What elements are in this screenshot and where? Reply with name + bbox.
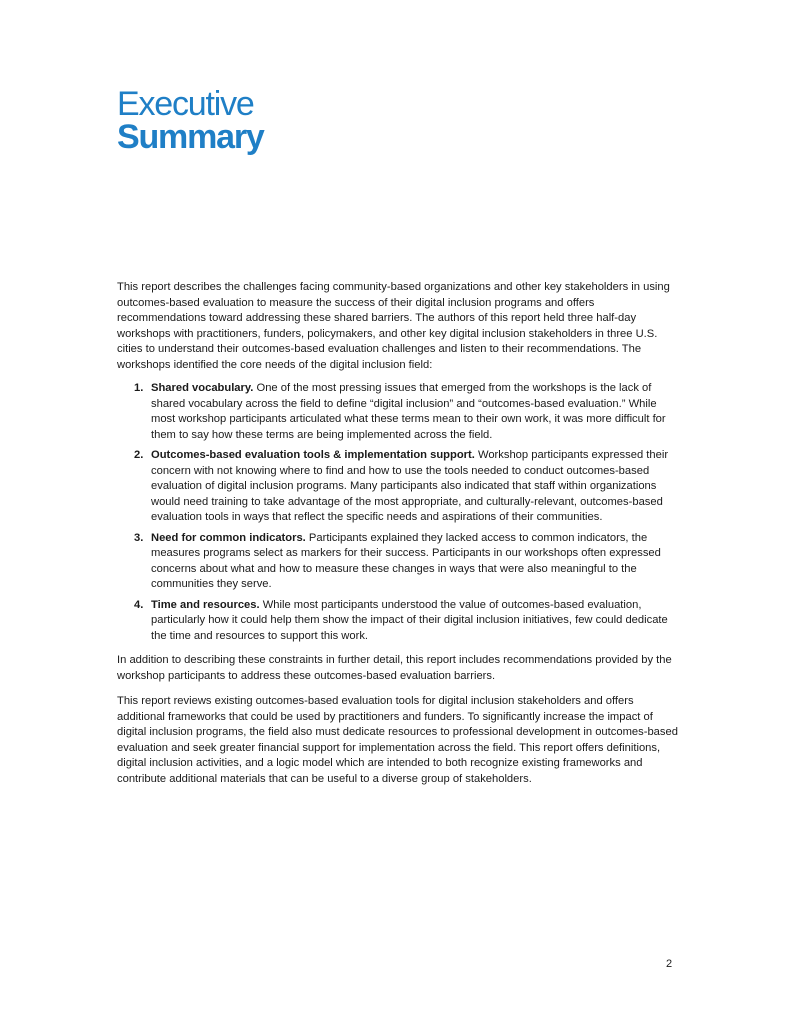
list-item-number: 2.: [134, 449, 144, 461]
list-item-text: One of the most pressing issues that emerged from the workshops is the lack of shared vocabulary across the field to define “digital inclusion” and “outcomes-based evaluation.” While most workshop participants articulated what these terms mean to their own work, it was more difficult for them to say how these terms are being implemented across the field.: [151, 382, 666, 441]
list-item-number: 1.: [134, 382, 144, 394]
list-item: [117, 598, 679, 645]
needs-list: [117, 381, 679, 644]
list-item: [117, 531, 679, 593]
list-item-text: While most participants understood the value of outcomes-based evaluation, particularly how it could help them show the impact of their digital inclusion initiatives, few could dedicate the time and resources to support this work.: [151, 598, 668, 642]
page-number: 2: [666, 958, 673, 970]
list-item-number: 3.: [134, 531, 144, 544]
list-item-heading: Time and resources.: [151, 598, 260, 611]
list-item-text: Participants explained they lacked access to common indicators, the measures programs select as markers for their success. Participants in our workshops often expressed concerns about what and how to measure these changes in ways that were also meaningful to the communities they serve.: [151, 531, 661, 590]
list-item-number: 4.: [134, 598, 144, 611]
page-title-line1: Executive: [117, 85, 254, 123]
list-item-heading: Need for common indicators.: [151, 531, 306, 544]
list-item-heading: Shared vocabulary.: [151, 382, 254, 394]
list-item: [117, 448, 679, 526]
intro-paragraph: This report describes the challenges facing community-based organizations and other key stakeholders in using outcomes-based evaluation to measure the success of their digital inclusion programs and offers recommendations toward addressing these shared barriers. The authors of this report held three half-day workshops with practitioners, funders, policymakers, and other key digital inclusion stakeholders in three U.S. cities to understand their outcomes-based evaluation challenges and listen to their recommendations. The workshops identified the core needs of the digital inclusion field:: [117, 281, 670, 371]
list-item-heading: Outcomes-based evaluation tools & implementation support.: [151, 449, 475, 461]
page-title-line2: Summary: [117, 118, 264, 156]
body-text: [117, 280, 679, 797]
page-title: [117, 85, 264, 156]
list-item: [117, 381, 679, 443]
list-item-text: Workshop participants expressed their concern with not knowing where to find and how to use the tools needed to conduct outcomes-based evaluation of digital inclusion programs. Many participants also indicated that staff within organizations would need training to take advantage of the most appropriate, and culturally-relevant, outcomes-based evaluation tools in ways that reflect the specific needs and aspirations of their communities.: [151, 449, 669, 523]
frameworks-paragraph: This report reviews existing outcomes-based evaluation tools for digital inclusion stakeholders and offers additional frameworks that could be used by practitioners and funders. To significantly increase the impact of digital inclusion programs, the field also must dedicate resources to professional development in outcomes-based evaluation and seek greater financial support for implementation across the field. This report offers definitions, digital inclusion activities, and a logic model which are intended to both recognize existing frameworks and contribute additional materials that can be useful to a diverse group of stakeholders.: [117, 695, 678, 785]
constraints-paragraph: In addition to describing these constraints in further detail, this report includes recommendations provided by the workshop participants to address these outcomes-based evaluation barriers.: [117, 654, 672, 682]
